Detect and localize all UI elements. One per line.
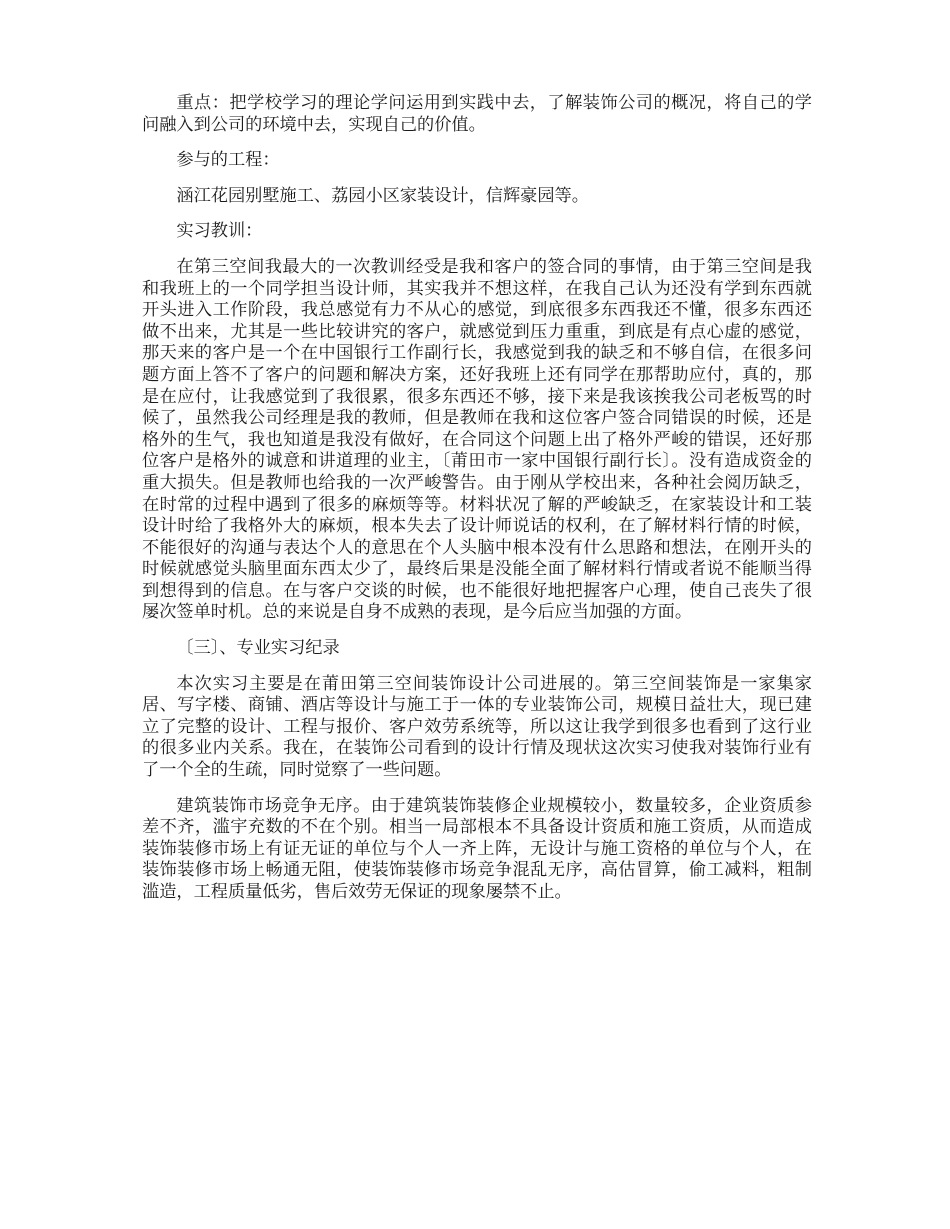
paragraph-key-point: 重点：把学校学习的理论学问运用到实践中去，了解装饰公司的概况，将自己的学问融入到公司的环境中去，实现自己的价值。 bbox=[142, 93, 812, 135]
paragraph-internship-record: 本次实习主要是在莆田第三空间装饰设计公司进展的。第三空间装饰是一家集家居、写字楼、商铺、酒店等设计与施工于一体的专业装饰公司，规模日益壮大，现已建立了完整的设计、工程与报价、客户效劳系统等，所以这让我学到很多也看到了这行业的很多业内关系。我在，在装饰公司看到的设计行情及现状这次实习使我对装饰行业有了一个全的生疏，同时觉察了一些问题。 bbox=[142, 673, 812, 781]
paragraph-market-competition: 建筑装饰市场竞争无序。由于建筑装饰装修企业规模较小，数量较多，企业资质参差不齐，滥宇充数的不在个别。相当一局部根本不具备设计资质和施工资质，从而造成装饰装修市场上有证无证的单位与个人一齐上阵，无设计与施工资格的单位与个人，在装饰装修市场上畅通无阻，使装饰装修市场竞争混乱无序，高估冒算，偷工减料，粗制滥造，工程质量低劣，售后效劳无保证的现象屡禁不止。 bbox=[142, 795, 812, 902]
document-page bbox=[142, 93, 812, 918]
paragraph-projects-list: 涵江花园别墅施工、荔园小区家装设计，信辉豪园等。 bbox=[176, 185, 589, 206]
paragraph-projects-heading: 参与的工程： bbox=[176, 150, 280, 171]
section-heading-internship-record: 〔三〕、专业实习纪录 bbox=[176, 638, 340, 659]
paragraph-lessons-body: 在第三空间我最大的一次教训经受是我和客户的签合同的事情，由于第三空间是我和我班上的一个同学担当设计师，其实我并不想这样，在我自己认为还没有学到东西就开头进入工作阶段，我总感觉有力不从心的感觉，到底很多东西我还不懂，很多东西还做不出来，尤其是一些比较讲究的客户，就感觉到压力重重，到底是有点心虚的感觉，那天来的客户是一个在中国银行工作副行长，我感觉到我的缺乏和不够自信，在很多问题方面上答不了客户的问题和解决方案，还好我班上还有同学在那帮助应付，真的，那是在应付，让我感觉到了我很累，很多东西还不够，接下来是我该挨我公司老板骂的时候了，虽然我公司经理是我的教师，但是教师在我和这位客户签合同错误的时候，还是格外的生气，我也知道是我没有做好，在合同这个问题上出了格外严峻的错误，还好那位客户是格外的诚意和讲道理的业主，〔莆田市一家中国银行副行长〕。没有造成资金的重大损失。但是教师也给我的一次严峻警告。由于刚从学校出来，各种社会阅历缺乏，在时常的过程中遇到了很多的麻烦等等。材料状况了解的严峻缺乏，在家装设计和工装设计时给了我格外大的麻烦，根本失去了设计师说话的权利，在了解材料行情的时候，不能很好的沟通与表达个人的意思在个人头脑中根本没有什么思路和想法，在刚开头的时候就感觉头脑里面东西太少了，最终后果是没能全面了解材料行情或者说不能顺当得到想得到的信息。在与客户交谈的时候，也不能很好地把握客户心理，使自己丧失了很屡次签单时机。总的来说是自身不成熟的表现，是今后应当加强的方面。 bbox=[142, 256, 812, 623]
paragraph-lessons-heading: 实习教训： bbox=[176, 221, 263, 242]
